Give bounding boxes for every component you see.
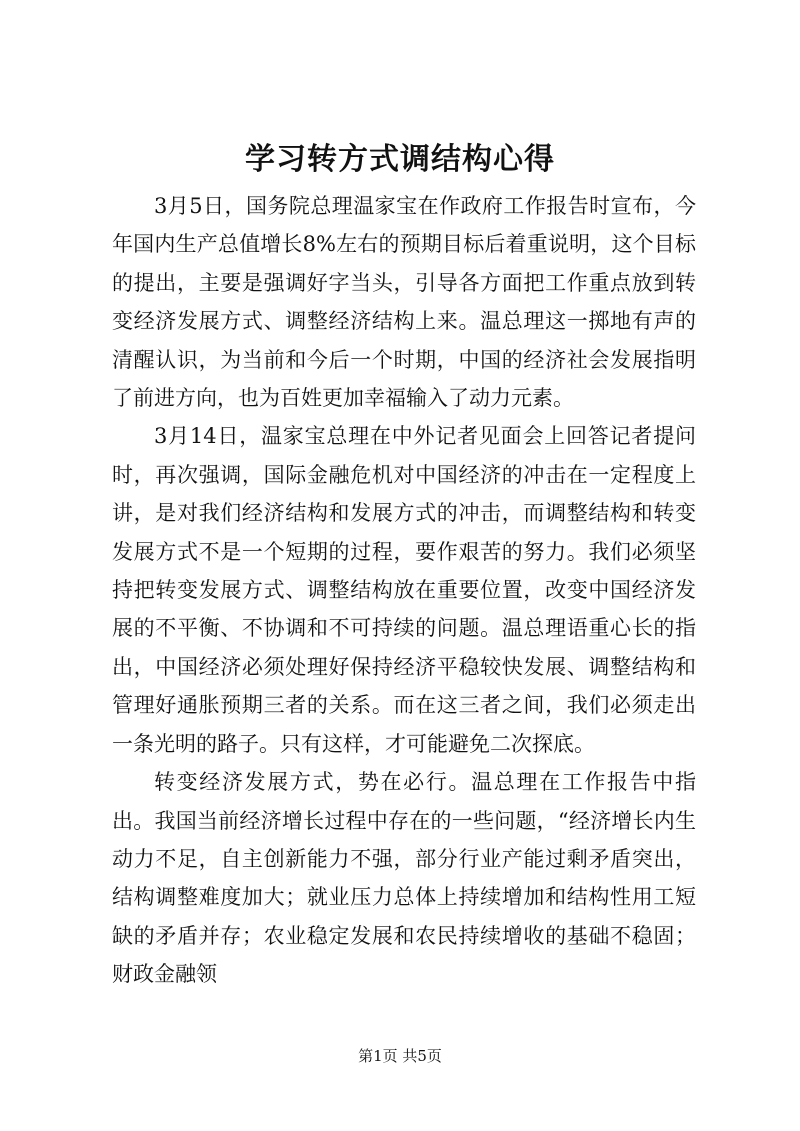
page-footer: 第1页 共5页 <box>358 1047 442 1065</box>
paragraph-2: 3月14日，温家宝总理在中外记者见面会上回答记者提问时，再次强调，国际金融危机对中国经济的冲击在一定程度上讲，是对我们经济结构和发展方式的冲击，而调整结构和转变发展方式不是一个短期的过程，要作艰苦的努力。我们必须坚持把转变发展方式、调整结构放在重要位置，改变中国经济发展的不平衡、不协调和不可持续的问题。温总理语重心长的指出，中国经济必须处理好保持经济平稳较快发展、调整结构和管理好通胀预期三者的关系。而在这三者之间，我们必须走出一条光明的路子。只有这样，才可能避免二次探底。 <box>112 424 696 756</box>
paragraph-3: 转变经济发展方式，势在必行。温总理在工作报告中指出。我国当前经济增长过程中存在的一些问题，“经济增长内生动力不足，自主创新能力不强，部分行业产能过剩矛盾突出，结构调整难度加大；就业压力总体上持续增加和结构性用工短缺的矛盾并存；农业稳定发展和农民持续增收的基础不稳固；财政金融领 <box>112 770 696 987</box>
document-body <box>112 187 696 994</box>
document-title: 学习转方式调结构心得 <box>245 142 555 177</box>
paragraph-1: 3月5日，国务院总理温家宝在作政府工作报告时宣布，今年国内生产总值增长8%左右的预期目标后着重说明，这个目标的提出，主要是强调好字当头，引导各方面把工作重点放到转变经济发展方式、调整经济结构上来。温总理这一掷地有声的清醒认识，为当前和今后一个时期，中国的经济社会发展指明了前进方向，也为百姓更加幸福输入了动力元素。 <box>112 194 696 411</box>
